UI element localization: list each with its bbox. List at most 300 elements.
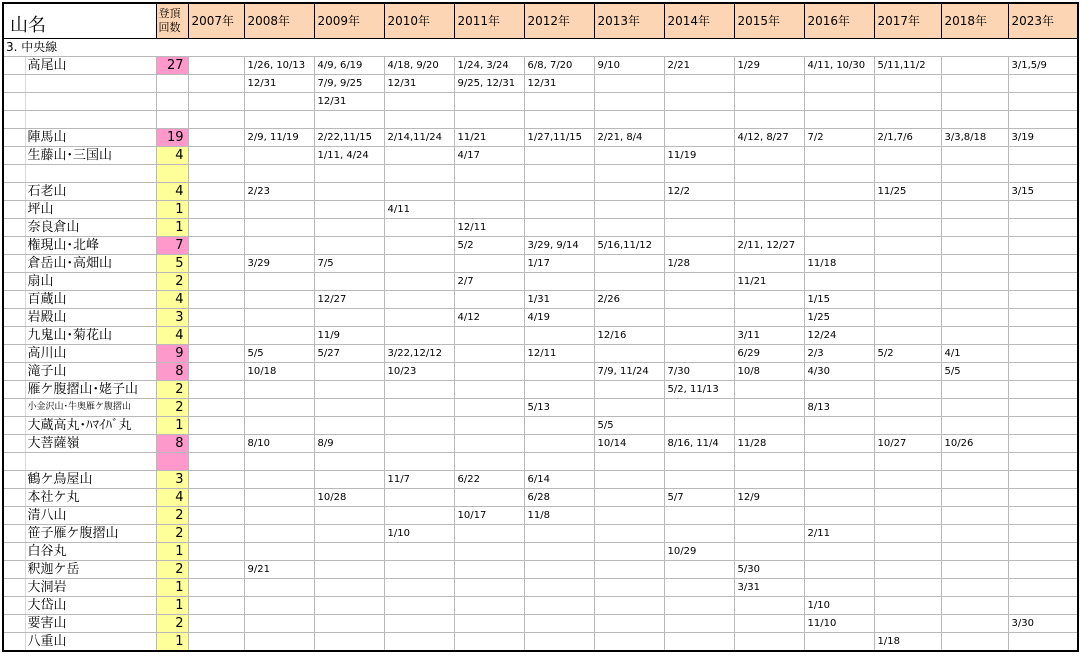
mountain-name-cell[interactable]: 鶴ケ鳥屋山 (25, 471, 156, 489)
climb-date-cell[interactable] (734, 201, 804, 219)
summit-count-cell[interactable]: 8 (156, 363, 188, 381)
climb-date-cell[interactable] (384, 237, 454, 255)
climb-date-cell[interactable] (874, 147, 941, 165)
summit-count-cell[interactable]: 1 (156, 417, 188, 435)
climb-date-cell[interactable] (188, 507, 244, 525)
climb-date-cell[interactable] (941, 615, 1008, 633)
climb-date-cell[interactable] (664, 327, 734, 345)
climb-date-cell[interactable]: 10/8 (734, 363, 804, 381)
climb-date-cell[interactable]: 3/19 (1008, 129, 1078, 147)
climb-date-cell[interactable] (941, 165, 1008, 183)
climb-date-cell[interactable] (594, 381, 664, 399)
climb-date-cell[interactable] (188, 111, 244, 129)
climb-date-cell[interactable] (314, 507, 384, 525)
climb-date-cell[interactable] (941, 327, 1008, 345)
mountain-name-cell[interactable] (25, 93, 156, 111)
climb-date-cell[interactable] (734, 165, 804, 183)
climb-date-cell[interactable] (941, 543, 1008, 561)
climb-date-cell[interactable]: 5/2 (874, 345, 941, 363)
indent-cell[interactable] (3, 345, 25, 363)
climb-date-cell[interactable] (524, 633, 594, 652)
climb-date-cell[interactable] (664, 345, 734, 363)
climb-date-cell[interactable] (244, 273, 314, 291)
climb-date-cell[interactable] (244, 417, 314, 435)
climb-date-cell[interactable] (314, 399, 384, 417)
climb-date-cell[interactable] (874, 93, 941, 111)
climb-date-cell[interactable]: 12/11 (524, 345, 594, 363)
climb-date-cell[interactable] (804, 453, 874, 471)
climb-date-cell[interactable] (734, 525, 804, 543)
climb-date-cell[interactable] (734, 597, 804, 615)
climb-date-cell[interactable] (314, 615, 384, 633)
climb-date-cell[interactable] (941, 201, 1008, 219)
indent-cell[interactable] (3, 237, 25, 255)
climb-date-cell[interactable] (874, 291, 941, 309)
climb-date-cell[interactable] (244, 543, 314, 561)
climb-date-cell[interactable] (1008, 633, 1078, 652)
climb-date-cell[interactable] (941, 453, 1008, 471)
climb-date-cell[interactable]: 6/14 (524, 471, 594, 489)
climb-date-cell[interactable] (524, 543, 594, 561)
climb-date-cell[interactable] (804, 183, 874, 201)
climb-date-cell[interactable] (594, 93, 664, 111)
climb-date-cell[interactable]: 8/13 (804, 399, 874, 417)
climb-date-cell[interactable] (594, 111, 664, 129)
climb-date-cell[interactable] (1008, 309, 1078, 327)
climb-date-cell[interactable] (804, 561, 874, 579)
climb-date-cell[interactable] (594, 579, 664, 597)
indent-cell[interactable] (3, 543, 25, 561)
climb-date-cell[interactable]: 5/5 (941, 363, 1008, 381)
climb-date-cell[interactable] (734, 183, 804, 201)
climb-date-cell[interactable] (874, 219, 941, 237)
climb-date-cell[interactable] (524, 93, 594, 111)
summit-count-cell[interactable]: 1 (156, 543, 188, 561)
climb-date-cell[interactable] (188, 525, 244, 543)
summit-count-cell[interactable] (156, 453, 188, 471)
climb-date-cell[interactable]: 10/29 (664, 543, 734, 561)
climb-date-cell[interactable] (384, 183, 454, 201)
climb-date-cell[interactable] (874, 579, 941, 597)
indent-cell[interactable] (3, 471, 25, 489)
climb-date-cell[interactable] (594, 183, 664, 201)
climb-date-cell[interactable]: 7/9, 11/24 (594, 363, 664, 381)
climb-date-cell[interactable] (874, 327, 941, 345)
climb-date-cell[interactable]: 12/31 (524, 75, 594, 93)
climb-date-cell[interactable] (384, 633, 454, 652)
climb-date-cell[interactable] (941, 417, 1008, 435)
climb-date-cell[interactable]: 3/3,8/18 (941, 129, 1008, 147)
climb-date-cell[interactable]: 1/24, 3/24 (454, 57, 524, 75)
climb-date-cell[interactable]: 2/1,7/6 (874, 129, 941, 147)
climb-date-cell[interactable] (188, 381, 244, 399)
mountain-name-cell[interactable]: 石老山 (25, 183, 156, 201)
climb-date-cell[interactable] (1008, 363, 1078, 381)
indent-cell[interactable] (3, 129, 25, 147)
climb-date-cell[interactable] (188, 489, 244, 507)
climb-date-cell[interactable] (941, 237, 1008, 255)
climb-date-cell[interactable]: 3/31 (734, 579, 804, 597)
climb-date-cell[interactable] (734, 471, 804, 489)
climb-date-cell[interactable] (664, 507, 734, 525)
indent-cell[interactable] (3, 507, 25, 525)
climb-date-cell[interactable] (1008, 561, 1078, 579)
climb-date-cell[interactable]: 5/27 (314, 345, 384, 363)
climb-date-cell[interactable] (524, 363, 594, 381)
mountain-name-cell[interactable] (25, 75, 156, 93)
climb-date-cell[interactable] (664, 633, 734, 652)
climb-date-cell[interactable]: 1/25 (804, 309, 874, 327)
mountain-name-cell[interactable]: 九鬼山･菊花山 (25, 327, 156, 345)
climb-date-cell[interactable] (524, 453, 594, 471)
climb-date-cell[interactable]: 4/18, 9/20 (384, 57, 454, 75)
indent-cell[interactable] (3, 75, 25, 93)
year-header[interactable]: 2014年 (664, 3, 734, 39)
climb-date-cell[interactable] (941, 399, 1008, 417)
mountain-name-cell[interactable] (25, 453, 156, 471)
climb-date-cell[interactable] (188, 633, 244, 652)
mountain-name-cell[interactable]: 滝子山 (25, 363, 156, 381)
climb-date-cell[interactable] (874, 417, 941, 435)
climb-date-cell[interactable]: 2/11 (804, 525, 874, 543)
climb-date-cell[interactable] (594, 561, 664, 579)
climb-date-cell[interactable]: 7/2 (804, 129, 874, 147)
climb-date-cell[interactable] (874, 543, 941, 561)
climb-date-cell[interactable] (454, 417, 524, 435)
climb-date-cell[interactable] (594, 633, 664, 652)
climb-date-cell[interactable] (941, 273, 1008, 291)
summit-count-cell[interactable]: 19 (156, 129, 188, 147)
climb-date-cell[interactable] (1008, 165, 1078, 183)
mountain-name-cell[interactable]: 坪山 (25, 201, 156, 219)
climb-date-cell[interactable] (594, 471, 664, 489)
climb-date-cell[interactable] (244, 93, 314, 111)
climb-date-cell[interactable] (454, 111, 524, 129)
year-header[interactable]: 2009年 (314, 3, 384, 39)
climb-date-cell[interactable] (804, 93, 874, 111)
climb-date-cell[interactable] (874, 597, 941, 615)
climb-date-cell[interactable] (244, 219, 314, 237)
climb-date-cell[interactable] (874, 255, 941, 273)
climb-date-cell[interactable] (804, 147, 874, 165)
climb-date-cell[interactable] (1008, 75, 1078, 93)
climb-date-cell[interactable] (804, 273, 874, 291)
climb-date-cell[interactable] (664, 273, 734, 291)
climb-date-cell[interactable] (454, 255, 524, 273)
mountain-name-header[interactable]: 山名 (3, 3, 156, 39)
climb-date-cell[interactable] (1008, 201, 1078, 219)
mountain-name-cell[interactable]: 扇山 (25, 273, 156, 291)
climb-date-cell[interactable] (664, 309, 734, 327)
climb-date-cell[interactable] (1008, 93, 1078, 111)
climb-date-cell[interactable] (664, 399, 734, 417)
climb-date-cell[interactable] (874, 507, 941, 525)
climb-date-cell[interactable]: 2/22,11/15 (314, 129, 384, 147)
summit-count-cell[interactable] (156, 111, 188, 129)
climb-date-cell[interactable] (664, 237, 734, 255)
summit-count-cell[interactable]: 4 (156, 291, 188, 309)
indent-cell[interactable] (3, 183, 25, 201)
climb-date-cell[interactable] (188, 327, 244, 345)
climb-date-cell[interactable] (524, 111, 594, 129)
climb-date-cell[interactable] (734, 543, 804, 561)
climb-date-cell[interactable]: 4/12, 8/27 (734, 129, 804, 147)
year-header[interactable]: 2011年 (454, 3, 524, 39)
climb-date-cell[interactable] (874, 489, 941, 507)
summit-count-header[interactable]: 登頂回数 (156, 3, 188, 39)
mountain-name-cell[interactable]: 雁ケ腹摺山･姥子山 (25, 381, 156, 399)
climb-date-cell[interactable] (734, 399, 804, 417)
climb-date-cell[interactable] (188, 147, 244, 165)
climb-date-cell[interactable] (1008, 453, 1078, 471)
climb-date-cell[interactable] (734, 633, 804, 652)
mountain-name-cell[interactable]: 大岱山 (25, 597, 156, 615)
climb-date-cell[interactable] (1008, 507, 1078, 525)
climb-date-cell[interactable] (664, 201, 734, 219)
section-label[interactable]: 3. 中央線 (3, 39, 1078, 57)
climb-date-cell[interactable] (188, 57, 244, 75)
climb-date-cell[interactable] (524, 147, 594, 165)
climb-date-cell[interactable]: 1/11, 4/24 (314, 147, 384, 165)
climb-date-cell[interactable] (734, 417, 804, 435)
mountain-name-cell[interactable]: 白谷丸 (25, 543, 156, 561)
climb-date-cell[interactable] (454, 183, 524, 201)
climb-date-cell[interactable] (1008, 237, 1078, 255)
climb-date-cell[interactable] (874, 471, 941, 489)
climb-date-cell[interactable]: 2/14,11/24 (384, 129, 454, 147)
climb-date-cell[interactable]: 8/16, 11/4 (664, 435, 734, 453)
climb-date-cell[interactable] (734, 453, 804, 471)
climb-date-cell[interactable]: 1/26, 10/13 (244, 57, 314, 75)
climb-date-cell[interactable]: 12/2 (664, 183, 734, 201)
summit-count-cell[interactable]: 1 (156, 219, 188, 237)
climb-date-cell[interactable] (804, 417, 874, 435)
climb-date-cell[interactable] (524, 327, 594, 345)
climb-date-cell[interactable] (941, 471, 1008, 489)
climb-date-cell[interactable] (314, 237, 384, 255)
climb-date-cell[interactable] (384, 219, 454, 237)
climb-date-cell[interactable] (941, 75, 1008, 93)
climb-date-cell[interactable] (524, 219, 594, 237)
climb-date-cell[interactable]: 3/15 (1008, 183, 1078, 201)
climb-date-cell[interactable] (1008, 219, 1078, 237)
climb-date-cell[interactable] (804, 489, 874, 507)
climb-date-cell[interactable] (874, 561, 941, 579)
climb-date-cell[interactable] (594, 273, 664, 291)
climb-date-cell[interactable] (314, 597, 384, 615)
climb-date-cell[interactable] (244, 507, 314, 525)
climb-date-cell[interactable] (188, 399, 244, 417)
climb-date-cell[interactable]: 11/19 (664, 147, 734, 165)
climb-date-cell[interactable] (874, 399, 941, 417)
climb-date-cell[interactable] (804, 507, 874, 525)
mountain-name-cell[interactable]: 権現山･北峰 (25, 237, 156, 255)
climb-date-cell[interactable] (664, 561, 734, 579)
summit-count-cell[interactable]: 1 (156, 597, 188, 615)
climb-date-cell[interactable]: 11/25 (874, 183, 941, 201)
climb-date-cell[interactable] (1008, 399, 1078, 417)
climb-date-cell[interactable] (664, 597, 734, 615)
climb-date-cell[interactable] (594, 543, 664, 561)
climb-date-cell[interactable]: 10/17 (454, 507, 524, 525)
climb-date-cell[interactable] (188, 417, 244, 435)
climb-date-cell[interactable] (594, 525, 664, 543)
climb-date-cell[interactable] (874, 75, 941, 93)
climb-date-cell[interactable] (874, 363, 941, 381)
climb-date-cell[interactable] (384, 165, 454, 183)
climb-date-cell[interactable] (188, 273, 244, 291)
climb-date-cell[interactable] (594, 345, 664, 363)
climb-date-cell[interactable] (874, 165, 941, 183)
climb-date-cell[interactable] (594, 615, 664, 633)
climb-date-cell[interactable] (244, 165, 314, 183)
climb-date-cell[interactable] (664, 525, 734, 543)
indent-cell[interactable] (3, 219, 25, 237)
climb-date-cell[interactable] (594, 201, 664, 219)
climb-date-cell[interactable]: 9/21 (244, 561, 314, 579)
climb-date-cell[interactable] (244, 327, 314, 345)
summit-count-cell[interactable]: 2 (156, 381, 188, 399)
climb-date-cell[interactable] (941, 147, 1008, 165)
climb-date-cell[interactable] (188, 75, 244, 93)
climb-date-cell[interactable] (941, 525, 1008, 543)
climb-date-cell[interactable] (188, 237, 244, 255)
climb-date-cell[interactable] (188, 453, 244, 471)
climb-date-cell[interactable] (1008, 381, 1078, 399)
climb-date-cell[interactable] (384, 381, 454, 399)
climb-date-cell[interactable] (314, 201, 384, 219)
indent-cell[interactable] (3, 381, 25, 399)
climb-date-cell[interactable]: 5/5 (594, 417, 664, 435)
indent-cell[interactable] (3, 561, 25, 579)
indent-cell[interactable] (3, 111, 25, 129)
climb-date-cell[interactable] (1008, 597, 1078, 615)
climb-date-cell[interactable] (454, 435, 524, 453)
climb-date-cell[interactable] (941, 489, 1008, 507)
climb-date-cell[interactable]: 4/1 (941, 345, 1008, 363)
climb-date-cell[interactable] (874, 111, 941, 129)
climb-date-cell[interactable]: 5/11,11/2 (874, 57, 941, 75)
climb-date-cell[interactable] (874, 453, 941, 471)
climb-date-cell[interactable] (384, 255, 454, 273)
climb-date-cell[interactable] (384, 561, 454, 579)
climb-date-cell[interactable] (594, 165, 664, 183)
climb-date-cell[interactable] (594, 255, 664, 273)
climb-date-cell[interactable]: 9/10 (594, 57, 664, 75)
climb-date-cell[interactable]: 4/12 (454, 309, 524, 327)
climb-date-cell[interactable] (804, 219, 874, 237)
indent-cell[interactable] (3, 435, 25, 453)
climb-date-cell[interactable] (188, 93, 244, 111)
climb-date-cell[interactable] (314, 111, 384, 129)
summit-count-cell[interactable]: 2 (156, 399, 188, 417)
climb-date-cell[interactable]: 2/11, 12/27 (734, 237, 804, 255)
summit-count-cell[interactable]: 3 (156, 471, 188, 489)
summit-count-cell[interactable]: 5 (156, 255, 188, 273)
climb-date-cell[interactable] (454, 597, 524, 615)
climb-date-cell[interactable]: 1/31 (524, 291, 594, 309)
climb-date-cell[interactable] (454, 165, 524, 183)
climb-date-cell[interactable] (314, 525, 384, 543)
climb-date-cell[interactable] (188, 291, 244, 309)
climb-date-cell[interactable]: 2/9, 11/19 (244, 129, 314, 147)
climb-date-cell[interactable] (941, 597, 1008, 615)
climb-date-cell[interactable] (1008, 417, 1078, 435)
climb-date-cell[interactable] (384, 147, 454, 165)
mountain-name-cell[interactable]: 陣馬山 (25, 129, 156, 147)
climb-date-cell[interactable]: 3/29, 9/14 (524, 237, 594, 255)
climb-date-cell[interactable]: 10/23 (384, 363, 454, 381)
climb-date-cell[interactable] (941, 561, 1008, 579)
summit-count-cell[interactable]: 4 (156, 183, 188, 201)
climb-date-cell[interactable]: 3/11 (734, 327, 804, 345)
climb-date-cell[interactable] (941, 291, 1008, 309)
summit-count-cell[interactable]: 8 (156, 435, 188, 453)
climb-date-cell[interactable] (314, 543, 384, 561)
climb-date-cell[interactable] (664, 75, 734, 93)
mountain-name-cell[interactable]: 奈良倉山 (25, 219, 156, 237)
mountain-name-cell[interactable]: 清八山 (25, 507, 156, 525)
climb-date-cell[interactable] (524, 183, 594, 201)
climb-date-cell[interactable] (804, 579, 874, 597)
climb-date-cell[interactable] (594, 597, 664, 615)
summit-count-cell[interactable]: 4 (156, 147, 188, 165)
climb-date-cell[interactable] (941, 381, 1008, 399)
climb-date-cell[interactable]: 12/27 (314, 291, 384, 309)
climb-date-cell[interactable] (804, 111, 874, 129)
climb-date-cell[interactable] (804, 201, 874, 219)
climb-date-cell[interactable] (524, 561, 594, 579)
summit-count-cell[interactable]: 1 (156, 579, 188, 597)
climb-date-cell[interactable] (188, 579, 244, 597)
climb-date-cell[interactable] (244, 633, 314, 652)
summit-count-cell[interactable]: 3 (156, 309, 188, 327)
climb-date-cell[interactable]: 12/31 (384, 75, 454, 93)
climb-date-cell[interactable]: 5/2 (454, 237, 524, 255)
indent-cell[interactable] (3, 147, 25, 165)
climb-date-cell[interactable]: 10/28 (314, 489, 384, 507)
climb-date-cell[interactable]: 2/21 (664, 57, 734, 75)
climb-date-cell[interactable] (384, 615, 454, 633)
climb-date-cell[interactable] (1008, 471, 1078, 489)
climb-date-cell[interactable] (384, 579, 454, 597)
climb-date-cell[interactable] (454, 615, 524, 633)
climb-date-cell[interactable] (384, 597, 454, 615)
climb-date-cell[interactable] (524, 273, 594, 291)
climb-date-cell[interactable]: 6/8, 7/20 (524, 57, 594, 75)
climb-date-cell[interactable] (1008, 291, 1078, 309)
indent-cell[interactable] (3, 57, 25, 75)
climb-date-cell[interactable]: 10/18 (244, 363, 314, 381)
climb-date-cell[interactable] (874, 615, 941, 633)
climb-date-cell[interactable] (734, 147, 804, 165)
climb-date-cell[interactable]: 6/28 (524, 489, 594, 507)
indent-cell[interactable] (3, 201, 25, 219)
climb-date-cell[interactable] (244, 453, 314, 471)
climb-date-cell[interactable] (941, 183, 1008, 201)
climb-date-cell[interactable]: 2/21, 8/4 (594, 129, 664, 147)
climb-date-cell[interactable] (664, 453, 734, 471)
climb-date-cell[interactable]: 11/28 (734, 435, 804, 453)
climb-date-cell[interactable] (454, 633, 524, 652)
summit-count-cell[interactable]: 27 (156, 57, 188, 75)
climb-date-cell[interactable]: 12/9 (734, 489, 804, 507)
climb-date-cell[interactable]: 1/27,11/15 (524, 129, 594, 147)
summit-count-cell[interactable] (156, 165, 188, 183)
indent-cell[interactable] (3, 165, 25, 183)
climb-date-cell[interactable]: 6/22 (454, 471, 524, 489)
climb-date-cell[interactable] (804, 75, 874, 93)
